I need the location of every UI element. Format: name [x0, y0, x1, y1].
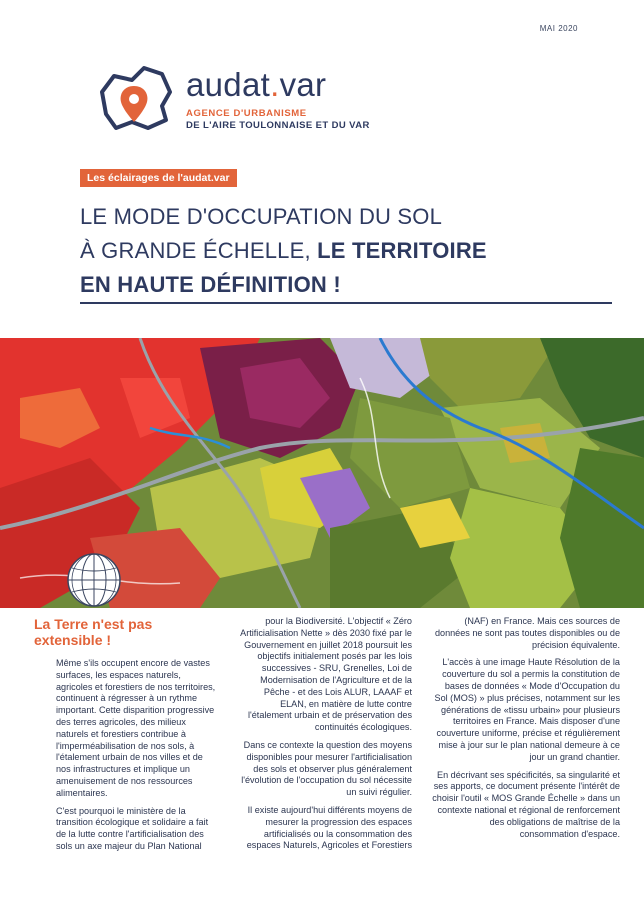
paragraph: Dans ce contexte la question des moyens disponibles pour mesurer l'artificialisation des sols et observer plus généralement l'évolution de l'occupation du sol nécessite un suivi régulier.	[241, 739, 412, 798]
audat-logo	[92, 62, 452, 142]
paragraph: pour la Biodiversité. L'objectif « Zéro Artificialisation Nette » dès 2030 fixé par le Gouvernement en juillet 2018 poursuit les objectifs initialement posés par les lois successives - SRU, Grenelles, Loi de Modernisation de l'Agriculture et de la Pêche - et des Lois ALUR, LAAAF et ELAN, en matière de lutte contre l'étalement urbain et de préservation des continuités écologiques.	[240, 616, 412, 733]
paragraph: C'est pourquoi le ministère de la transition écologique et solidaire a fait de la lutte contre l'artificialisation des sols un axe majeur du Plan National	[56, 805, 209, 851]
section-title: La Terre n'est pas extensible !	[34, 616, 153, 648]
map-pin-region-icon	[92, 62, 178, 136]
paragraph: L'accès à une image Haute Résolution de la couverture du sol a permis la constitution de bases de données « Mode d'Occupation du Sol (MOS) » plus précises, notamment sur les générations de «tissu urbain» pour plusieurs territoires en France. Mais disposer d'une couverture uniforme, précise et régulièrement mise à jour sur le plan national demeure à ce jour un grand chantier.	[434, 657, 620, 762]
paragraph: Il existe aujourd'hui différents moyens de mesurer la progression des espaces artificialisés ou la consommation des espaces Naturels, Agricoles et Forestiers	[246, 804, 412, 851]
paragraph: (NAF) en France. Mais ces sources de données ne sont pas toutes disponibles ou de précision équivalente.	[434, 616, 620, 650]
brand-tagline-1: AGENCE D'URBANISME	[186, 108, 307, 119]
series-badge: Les éclairages de l'audat.var	[80, 169, 237, 187]
paragraph: Même s'ils occupent encore de vastes surfaces, les espaces naturels, agricoles et forestiers de nos territoires, continuent à régresser à un rythme important. Cette disparition progressive des terres agricoles, des milieux naturels et forestiers contribue à l'imperméabilisation de nos sols, à l'étalement urbain de nos villes et de nos infrastructures et implique un amenuisement de nos ressources alimentaires.	[56, 658, 216, 798]
publication-date: MAI 2020	[539, 24, 578, 33]
text-column-1	[34, 616, 219, 859]
text-column-3	[430, 616, 620, 846]
globe-icon	[66, 552, 122, 608]
page-title: LE MODE D'OCCUPATION DU SOL À GRANDE ÉCHELLE, LE TERRITOIRE EN HAUTE DÉFINITION !	[80, 204, 487, 297]
text-column-2	[236, 616, 412, 858]
brand-name: audat.var	[186, 66, 327, 103]
paragraph: En décrivant ses spécificités, sa singularité et ses apports, ce document présente l'intérêt de choisir l'outil « MOS Grande Échelle » dans un contexte national et régional de renforcement des obligations de maîtrise de la consommation d'espace.	[432, 769, 620, 839]
title-divider	[80, 302, 612, 304]
brand-tagline-2: DE L'AIRE TOULONNAISE ET DU VAR	[186, 120, 370, 131]
